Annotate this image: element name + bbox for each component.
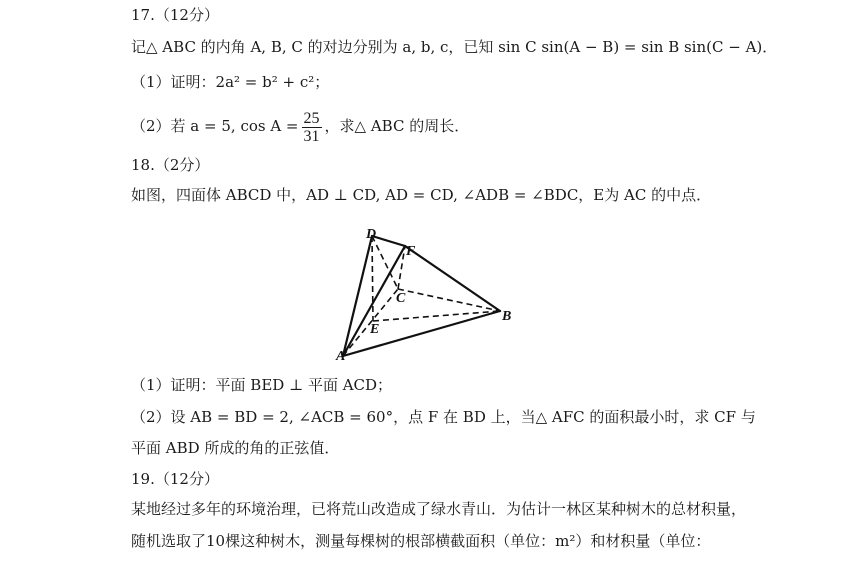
- q17-header: 17.（12分）: [131, 6, 219, 24]
- edge-DF: [372, 236, 405, 246]
- label-A: A: [336, 349, 346, 364]
- q18-part2-line1: （2）设 AB = BD = 2, ∠ACB = 60°，点 F 在 BD 上，当△ AFC 的面积最小时，求 CF 与: [131, 408, 756, 426]
- q17-part1: （1）证明：2a² = b² + c²；: [131, 73, 330, 91]
- q18-part2-line2: 平面 ABD 所成的角的正弦值．: [131, 439, 340, 457]
- q17-part2: [131, 106, 469, 146]
- fraction-denominator: 31: [303, 127, 320, 145]
- q17-part2-prefix: （2）若 a = 5, cos A =: [131, 117, 299, 135]
- q17-fraction: [302, 110, 322, 145]
- edge-AB: [343, 311, 500, 356]
- label-F: F: [406, 244, 416, 259]
- q17-part2-suffix: ，求△ ABC 的周长．: [324, 117, 470, 135]
- q19-line1: 某地经过多年的环境治理，已将荒山改造成了绿水青山．为估计一林区某种树木的总材积量，: [131, 500, 747, 518]
- q18-stem: 如图，四面体 ABCD 中，AD ⊥ CD, AD = CD, ∠ADB = ∠BDC，E为 AC 的中点．: [131, 186, 712, 204]
- label-B: B: [502, 309, 512, 324]
- q19-header: 19.（12分）: [131, 470, 219, 488]
- edge-DE: [372, 236, 373, 321]
- label-C: C: [396, 291, 406, 306]
- label-E: E: [370, 322, 380, 337]
- fraction-numerator: 25: [303, 109, 320, 127]
- q19-line2: 随机选取了10棵这种树木，测量每棵树的根部横截面积（单位：m²）和材积量（单位：: [131, 532, 711, 550]
- q18-part1: （1）证明：平面 BED ⊥ 平面 ACD；: [131, 376, 393, 394]
- q17-stem: 记△ ABC 的内角 A, B, C 的对边分别为 a, b, c，已知 sin C sin(A − B) = sin B sin(C − A)．: [131, 38, 778, 56]
- q18-header: 18.（2分）: [131, 156, 210, 174]
- label-D: D: [366, 227, 377, 242]
- tetrahedron-figure: [330, 224, 520, 364]
